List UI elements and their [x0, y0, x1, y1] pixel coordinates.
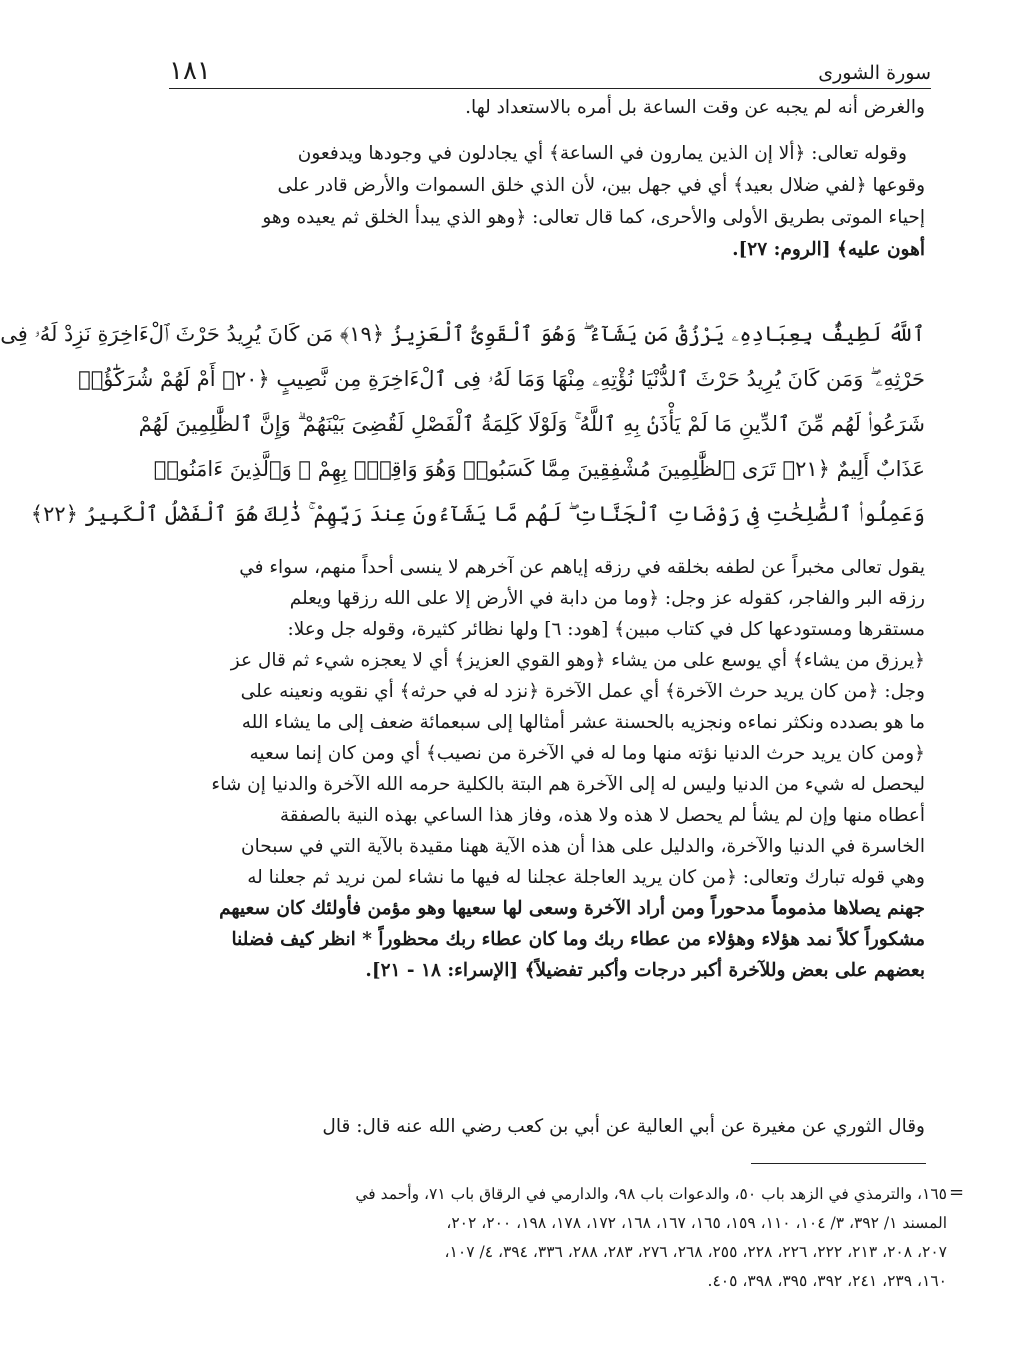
text-line: جهنم يصلاها مذموماً مدحوراً ومن أراد الآخرة وسعى لها سعيها وهو مؤمن فأولئك كان سعيهم [219, 898, 925, 919]
paragraph-intro [177, 92, 925, 124]
text-line: أهون عليه﴾ [الروم: ٢٧]. [732, 239, 925, 260]
footnote-line: ١٦٥، والترمذي في الزهد باب ٥٠، والدعوات باب ٩٨، والدارمي في الرقاق باب ٧١، وأحمد في [355, 1185, 947, 1203]
text-line: ﴿ومن كان يريد حرث الدنيا نؤته منها وما له في الآخرة من نصيب﴾ أي ومن كان إنما سعيه [249, 743, 925, 764]
footnote-divider [751, 1163, 926, 1164]
text-line: وهي قوله تبارك وتعالى: ﴿من كان يريد العاجلة عجلنا له فيها ما نشاء لمن نريد ثم جعلنا له [247, 867, 925, 888]
page-header [169, 44, 931, 89]
text-line: أعطاه منها وإن لم يشأ لم يحصل لا هذه ولا هذه، وفاز هذا الساعي بهذه النية بالصفقة [279, 805, 925, 826]
footnote-continuation-marker: = [949, 1182, 965, 1203]
quran-verses-block [0, 312, 925, 537]
paragraph-hadith [177, 1111, 925, 1143]
text-line: والغرض أنه لم يجبه عن وقت الساعة بل أمره بالاستعداد لها. [465, 97, 925, 118]
text-line: ما هو بصدده ونكثر نماءه ونجزيه بالحسنة عشر أمثالها إلى سبعمائة ضعف إلى ما يشاء الله [241, 712, 925, 733]
text-line: وقوله تعالى: ﴿ألا إن الذين يمارون في الساعة﴾ أي يجادلون في وجودها ويدفعون [297, 143, 907, 164]
verse-line: ٱللَّهُ لَطِيفٌۢ بِعِبَادِهِۦ يَرْزُقُ مَن يَشَآءُ ۖ وَهُوَ ٱلْقَوِىُّ ٱلْعَزِيزُ ﴿١٩﴾ مَن كَانَ يُرِيدُ حَرْثَ ٱلْءَاخِرَةِ نَزِدْ لَهُۥ فِى [0, 322, 925, 346]
verse-line: شَرَعُوا۟ لَهُم مِّنَ ٱلدِّينِ مَا لَمْ يَأْذَنۢ بِهِ ٱللَّهُ ۚ وَلَوْلَا كَلِمَةُ ٱلْفَصْلِ لَقُضِىَ بَيْنَهُمْ ۗ وَإِنَّ ٱلظَّٰلِمِينَ لَهُمْ [138, 412, 925, 436]
footnotes [177, 1180, 947, 1296]
footnote-line: ٢٠٧، ٢٠٨، ٢١٣، ٢٢٢، ٢٢٦، ٢٢٨، ٢٥٥، ٢٦٨، ٢٧٦، ٢٨٣، ٢٨٨، ٣٣٦، ٣٩٤، ٤/ ١٠٧، [444, 1243, 947, 1261]
text-line: وقوعها ﴿لفي ضلال بعيد﴾ أي في جهل بين، لأن الذي خلق السموات والأرض قادر على [277, 175, 925, 196]
footnote-line: المسند ١/ ٣٩٢، ٣/ ١٠٤، ١١٠، ١٥٩، ١٦٥، ١٦٧، ١٦٨، ١٧٢، ١٧٨، ١٩٨، ٢٠٠، ٢٠٢، [446, 1214, 947, 1232]
text-line: يقول تعالى مخبراً عن لطفه بخلقه في رزقه إياهم عن آخرهم لا ينسى أحداً منهم، سواء في [239, 557, 925, 578]
text-line: مشكوراً كلاً نمد هؤلاء وهؤلاء من عطاء ربك وما كان عطاء ربك محظوراً * انظر كيف فضلنا [231, 929, 925, 950]
footnote-line: ١٦٠، ٢٣٩، ٢٤١، ٣٩٢، ٣٩٥، ٣٩٨، ٤٠٥. [707, 1272, 947, 1290]
text-line: بعضهم على بعض وللآخرة أكبر درجات وأكبر تفضيلاً﴾ [الإسراء: ١٨ - ٢١]. [365, 960, 925, 981]
text-line: ليحصل له شيء من الدنيا وليس له إلى الآخرة هم البتة بالكلية حرمه الله الآخرة والدنيا إن شاء [211, 774, 925, 795]
text-line: إحياء الموتى بطريق الأولى والأحرى، كما قال تعالى: ﴿وهو الذي يبدأ الخلق ثم يعيده وهو [262, 207, 925, 228]
text-line: وقال الثوري عن مغيرة عن أبي العالية عن أبي بن كعب رضي الله عنه قال: قال [322, 1116, 925, 1137]
running-title: سورة الشورى [818, 62, 931, 84]
paragraph-commentary [177, 138, 925, 266]
text-line: ﴿يرزق من يشاء﴾ أي يوسع على من يشاء ﴿وهو القوي العزيز﴾ أي لا يعجزه شيء ثم قال عز [230, 650, 925, 671]
verse-line: حَرْثِهِۦ ۖ وَمَن كَانَ يُرِيدُ حَرْثَ ٱلدُّنْيَا نُؤْتِهِۦ مِنْهَا وَمَا لَهُۥ فِى ٱلْءَاخِرَةِ مِن نَّصِيبٍ ﴿٢٠﴾ أَمْ لَهُمْ شُرَكَٰٓؤُا۟ [78, 367, 925, 391]
verse-line: عَذَابٌ أَلِيمٌ ﴿٢١﴾ تَرَى ٱلظَّٰلِمِينَ مُشْفِقِينَ مِمَّا كَسَبُوا۟ وَهُوَ وَاقِعٌۢ بِهِمْ ۗ وَٱلَّذِينَ ءَامَنُوا۟ [153, 457, 925, 481]
text-line: رزقه البر والفاجر، كقوله عز وجل: ﴿وما من دابة في الأرض إلا على الله رزقها ويعلم [289, 588, 925, 609]
verse-line: وَعَمِلُوا۟ ٱلصَّٰلِحَٰتِ فِى رَوْضَاتِ ٱلْجَنَّاتِ ۖ لَهُم مَّا يَشَآءُونَ عِندَ رَبِّهِمْ ۚ ذَٰلِكَ هُوَ ٱلْفَضْلُ ٱلْكَبِيرُ ﴿٢٢﴾ [30, 502, 925, 526]
text-line: وجل: ﴿من كان يريد حرث الآخرة﴾ أي عمل الآخرة ﴿نزد له في حرثه﴾ أي نقويه ونعينه على [240, 681, 925, 702]
page-number: ١٨١ [169, 56, 211, 86]
paragraph-tafsir [177, 552, 925, 986]
text-line: الخاسرة في الدنيا والآخرة، والدليل على هذا أن هذه الآية ههنا مقيدة بالآية التي في سبحان [241, 836, 925, 857]
text-line: مستقرها ومستودعها كل في كتاب مبين﴾ [هود: ٦] ولها نظائر كثيرة، وقوله جل وعلا: [287, 619, 925, 640]
